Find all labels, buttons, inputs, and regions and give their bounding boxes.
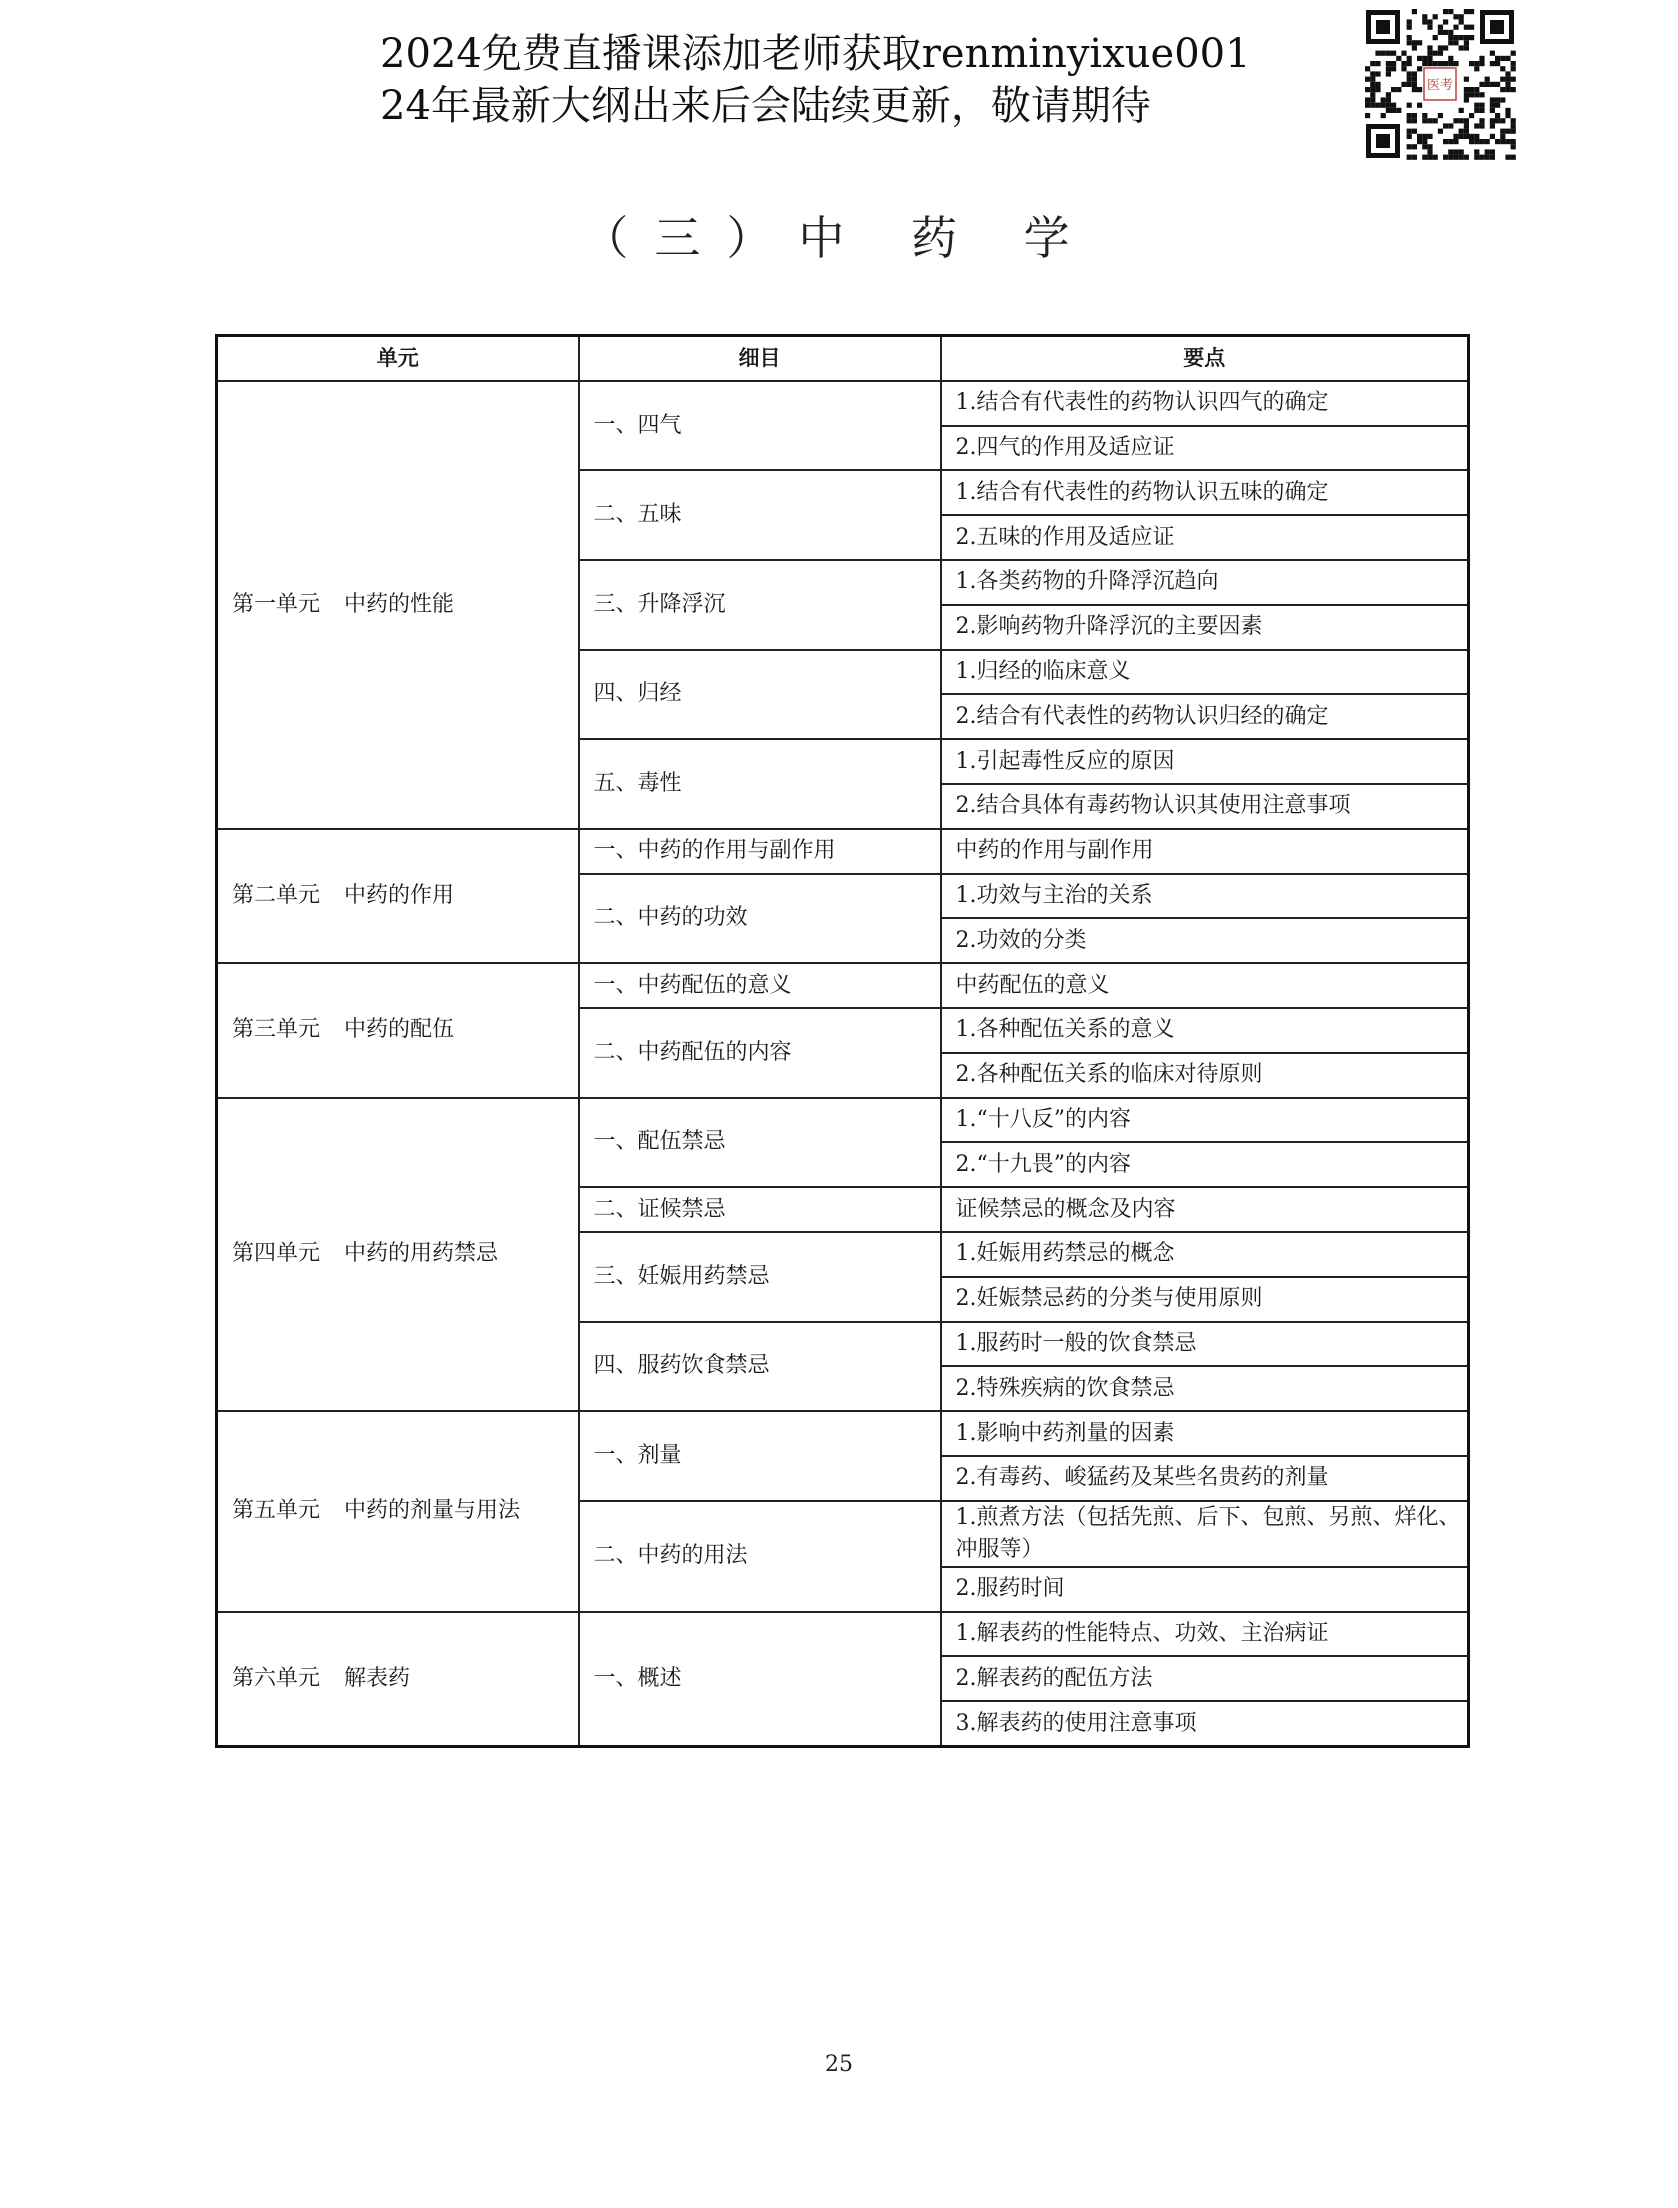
item-cell: 一、剂量 <box>579 1411 941 1501</box>
promo-banner <box>380 28 1251 132</box>
item-cell: 二、中药配伍的内容 <box>579 1008 941 1098</box>
point-cell: 中药的作用与副作用 <box>941 829 1469 874</box>
table-row <box>217 1612 1469 1657</box>
point-cell: 2.有毒药、峻猛药及某些名贵药的剂量 <box>941 1456 1469 1501</box>
qr-center-logo: 医考 <box>1426 78 1454 93</box>
header-unit: 单元 <box>217 336 579 381</box>
item-cell: 一、中药配伍的意义 <box>579 963 941 1008</box>
page-title: （三）中 药 学 <box>582 211 1096 265</box>
header-points: 要点 <box>941 336 1469 381</box>
point-cell: 1.结合有代表性的药物认识四气的确定 <box>941 381 1469 426</box>
table-row <box>217 963 1469 1008</box>
point-cell: 2.功效的分类 <box>941 918 1469 963</box>
promo-line-1: 2024免费直播课添加老师获取renminyixue001 <box>380 31 1251 77</box>
unit-name: 中药的作用 <box>344 882 455 908</box>
unit-cell <box>217 1612 579 1747</box>
point-cell: 1.各类药物的升降浮沉趋向 <box>941 560 1469 605</box>
point-cell: 2.结合具体有毒药物认识其使用注意事项 <box>941 784 1469 829</box>
table-row <box>217 829 1469 874</box>
point-cell: 2.各种配伍关系的临床对待原则 <box>941 1053 1469 1098</box>
table-row <box>217 1411 1469 1456</box>
point-cell: 2.五味的作用及适应证 <box>941 515 1469 560</box>
table-header-row <box>217 336 1469 381</box>
table-row <box>217 381 1469 426</box>
point-cell: 1.功效与主治的关系 <box>941 874 1469 919</box>
point-cell: 2.结合有代表性的药物认识归经的确定 <box>941 694 1469 739</box>
unit-number: 第五单元 <box>232 1498 321 1524</box>
unit-number: 第二单元 <box>232 882 321 908</box>
unit-cell <box>217 1411 579 1611</box>
point-cell: 2.妊娠禁忌药的分类与使用原则 <box>941 1277 1469 1322</box>
point-cell: 2.四气的作用及适应证 <box>941 426 1469 471</box>
unit-cell <box>217 1098 579 1412</box>
point-cell: 1.解表药的性能特点、功效、主治病证 <box>941 1612 1469 1657</box>
point-cell: 2.服药时间 <box>941 1567 1469 1612</box>
header-item: 细目 <box>579 336 941 381</box>
point-cell: 证候禁忌的概念及内容 <box>941 1187 1469 1232</box>
point-cell: 1.各种配伍关系的意义 <box>941 1008 1469 1053</box>
unit-cell <box>217 963 579 1097</box>
point-cell: 3.解表药的使用注意事项 <box>941 1701 1469 1746</box>
unit-number: 第六单元 <box>232 1665 321 1691</box>
unit-cell <box>217 381 579 829</box>
item-cell: 五、毒性 <box>579 739 941 829</box>
point-cell: 2.特殊疾病的饮食禁忌 <box>941 1366 1469 1411</box>
item-cell: 二、五味 <box>579 470 941 560</box>
point-cell: 中药配伍的意义 <box>941 963 1469 1008</box>
page-number: 25 <box>825 2052 853 2077</box>
qr-code-image[interactable] <box>1362 6 1518 162</box>
unit-name: 中药的性能 <box>344 591 455 617</box>
unit-number: 第一单元 <box>232 591 321 617</box>
point-cell: 1.“十八反”的内容 <box>941 1098 1469 1143</box>
unit-name: 中药的剂量与用法 <box>344 1498 521 1524</box>
point-cell: 1.影响中药剂量的因素 <box>941 1411 1469 1456</box>
point-cell: 1.归经的临床意义 <box>941 650 1469 695</box>
item-cell: 三、妊娠用药禁忌 <box>579 1232 941 1322</box>
item-cell: 一、概述 <box>579 1612 941 1747</box>
unit-name: 解表药 <box>344 1665 411 1691</box>
point-cell: 1.煎煮方法（包括先煎、后下、包煎、另煎、烊化、冲服等） <box>941 1501 1469 1567</box>
unit-name: 中药的用药禁忌 <box>344 1241 499 1267</box>
point-cell: 2.解表药的配伍方法 <box>941 1656 1469 1701</box>
table-row <box>217 1098 1469 1143</box>
item-cell: 三、升降浮沉 <box>579 560 941 650</box>
item-cell: 二、中药的功效 <box>579 874 941 964</box>
point-cell: 1.妊娠用药禁忌的概念 <box>941 1232 1469 1277</box>
item-cell: 二、证候禁忌 <box>579 1187 941 1232</box>
point-cell: 2.“十九畏”的内容 <box>941 1142 1469 1187</box>
promo-line-2: 24年最新大纲出来后会陆续更新，敬请期待 <box>380 83 1151 129</box>
point-cell: 1.引起毒性反应的原因 <box>941 739 1469 784</box>
unit-name: 中药的配伍 <box>344 1017 455 1043</box>
item-cell: 四、归经 <box>579 650 941 740</box>
item-cell: 四、服药饮食禁忌 <box>579 1322 941 1412</box>
unit-number: 第四单元 <box>232 1241 321 1267</box>
item-cell: 一、四气 <box>579 381 941 471</box>
item-cell: 二、中药的用法 <box>579 1501 941 1612</box>
item-cell: 一、配伍禁忌 <box>579 1098 941 1188</box>
item-cell: 一、中药的作用与副作用 <box>579 829 941 874</box>
syllabus-table <box>215 334 1470 1748</box>
unit-cell <box>217 829 579 963</box>
point-cell: 1.结合有代表性的药物认识五味的确定 <box>941 470 1469 515</box>
point-cell: 2.影响药物升降浮沉的主要因素 <box>941 605 1469 650</box>
point-cell: 1.服药时一般的饮食禁忌 <box>941 1322 1469 1367</box>
unit-number: 第三单元 <box>232 1017 321 1043</box>
